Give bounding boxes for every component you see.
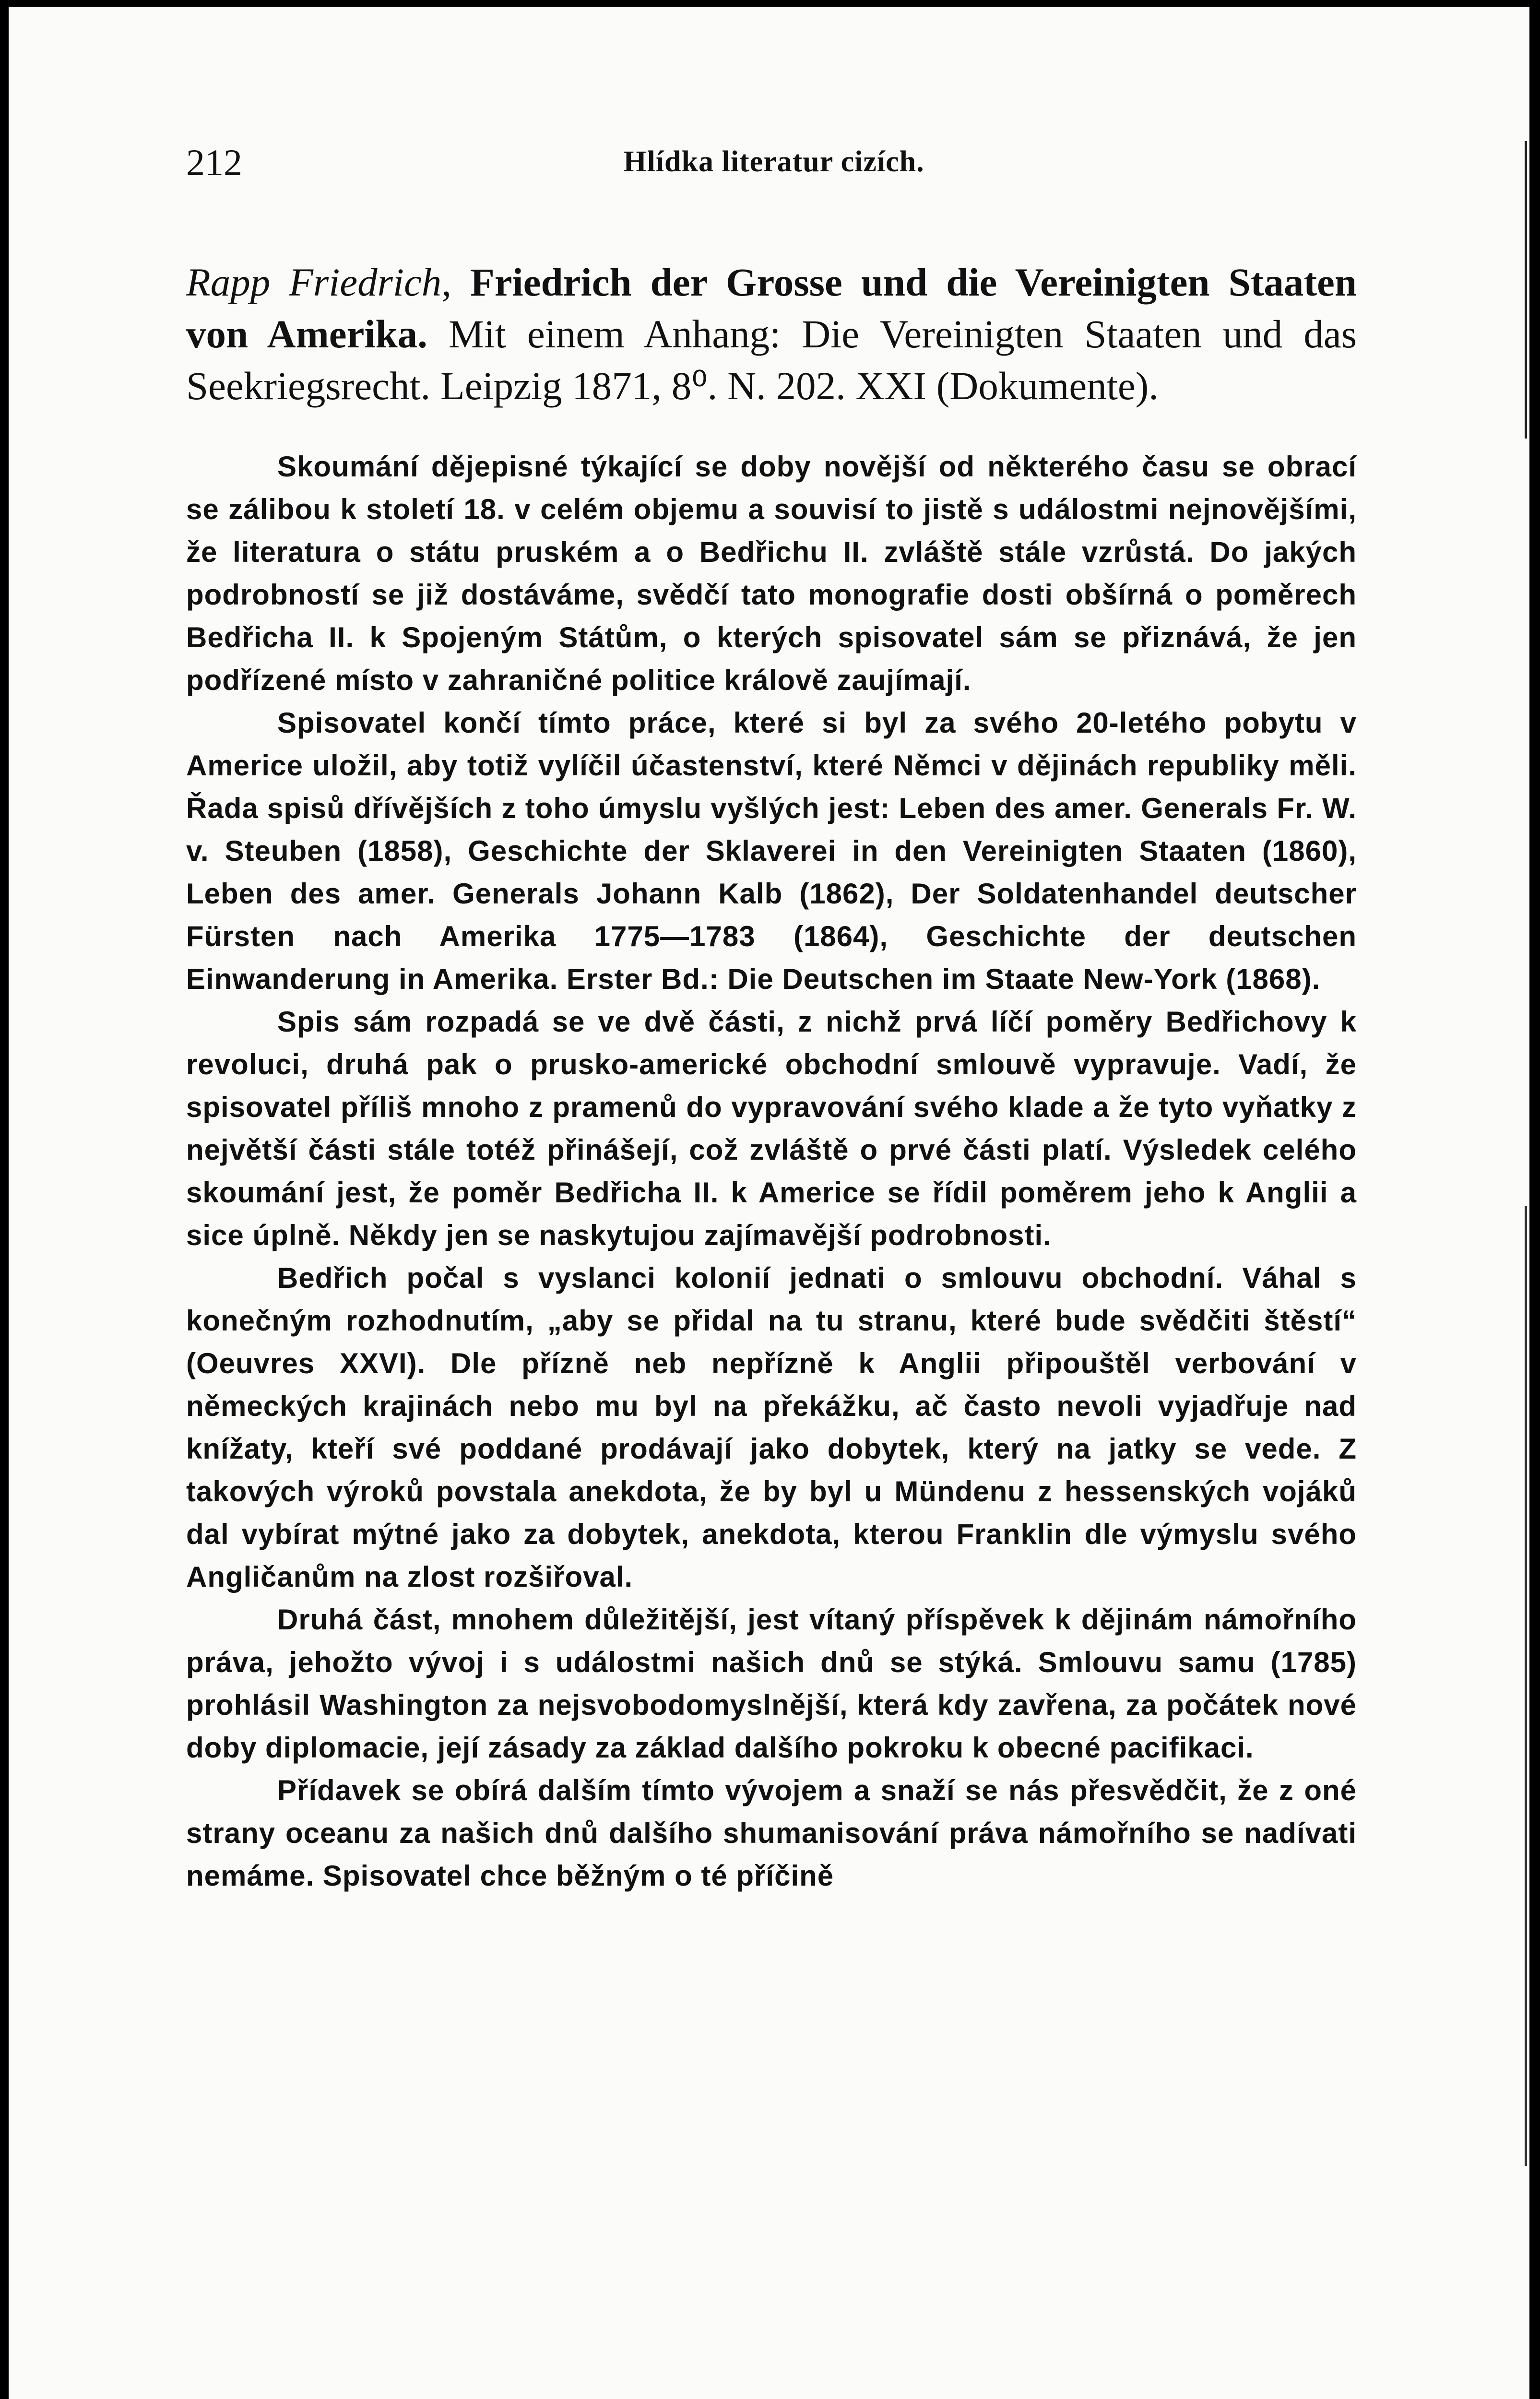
entry-author: Rapp Friedrich, xyxy=(186,260,452,304)
page-number: 212 xyxy=(186,142,242,183)
bibliographic-entry xyxy=(186,256,1357,412)
paragraph: Druhá část, mnohem důležitější, jest vítaný příspěvek k dějinám námořního práva, jehožto vývoj i s událostmi našich dnů se stýká. Smlouvu samu (1785) prohlásil Washington za nejsvobodomyslnější, která kdy zavřena, za počátek nové doby diplomacie, její zásady za základ dalšího pokroku k obecné pacifikaci. xyxy=(186,1603,1357,1764)
edge-rule xyxy=(1525,141,1527,439)
entry-details: Mit einem Anhang: Die Vereinigten Staaten und das Seekriegsrecht. Leipzig 1871, 8⁰. N. 202. XXI (Dokumente). xyxy=(186,312,1357,408)
running-head: Hlídka literatur cizích. xyxy=(623,145,924,178)
paragraph: Spisovatel končí tímto práce, které si byl za svého 20-letého pobytu v Americe uložil, aby totiž vylíčil účastenství, které Němci v dějinách republiky měli. Řada spisů dřívějších z toho úmyslu vyšlých jest: Leben des amer. Generals Fr. W. v. Steuben (1858), Geschichte der Sklaverei in den Vereinigten Staaten (1860), Leben des amer. Generals Johann Kalb (1862), Der Soldatenhandel deutscher Fürsten nach Amerika 1775—1783 (1864), Geschichte der deutschen Einwanderung in Amerika. Erster Bd.: Die Deutschen im Staate New-York (1868). xyxy=(186,707,1357,995)
page-header xyxy=(186,141,1362,194)
edge-rule xyxy=(1525,1206,1527,2166)
paragraph: Skoumání dějepisné týkající se doby novější od některého času se obrací se zálibou k století 18. v celém objemu a souvisí to jistě s událostmi nejnovějšími, že literatura o státu pruském a o Bedřichu II. zvláště stále vzrůstá. Do jakých podrobností se již dostáváme, svědčí tato monografie dosti obšírná o poměrech Bedřicha II. k Spojeným Státům, o kterých spisovatel sám se přiznává, že jen podřízené místo v zahraničné politice královĕ zaujímají. xyxy=(186,451,1357,696)
page-content xyxy=(186,256,1357,1897)
paragraph: Přídavek se obírá dalším tímto vývojem a snaží se nás přesvědčit, že z oné strany oceanu za našich dnů dalšího shumanisování práva námořního se nadívati nemáme. Spisovatel chce běžným o té příčině xyxy=(186,1774,1357,1892)
entry-title: Friedrich der Grosse und die Vereinigten Staaten von Amerika. xyxy=(186,260,1357,356)
paragraph: Bedřich počal s vyslanci kolonií jednati o smlouvu obchodní. Váhal s konečným rozhodnutím, „aby se přidal na tu stranu, které bude svědčiti štěstí“ (Oeuvres XXVI). Dle přízně neb nepřízně k Anglii připouštěl verbování v německých krajinách nebo mu byl na překážku, ač často nevoli vyjadřuje nad knížaty, kteří své poddané prodávají jako dobytek, který na jatky se vede. Z takových výroků povstala anekdota, že by byl u Mündenu z hessenských vojáků dal vybírat mýtné jako za dobytek, anekdota, kterou Franklin dle výmyslu svého Angličanům na zlost rozšiřoval. xyxy=(186,1262,1357,1593)
page xyxy=(9,7,1529,2399)
paragraph: Spis sám rozpadá se ve dvě části, z nichž prvá líčí poměry Bedřichovy k revoluci, druhá pak o prusko-americké obchodní smlouvě vypravuje. Vadí, že spisovatel příliš mnoho z pramenů do vypravování svého klade a že tyto vyňatky z největší části stále totéž přinášejí, což zvláště o prvé části platí. Výsledek celého skoumání jest, že poměr Bedřicha II. k Americe se řídil poměrem jeho k Anglii a sice úplně. Někdy jen se naskytujou zajímavější podrobnosti. xyxy=(186,1006,1357,1251)
